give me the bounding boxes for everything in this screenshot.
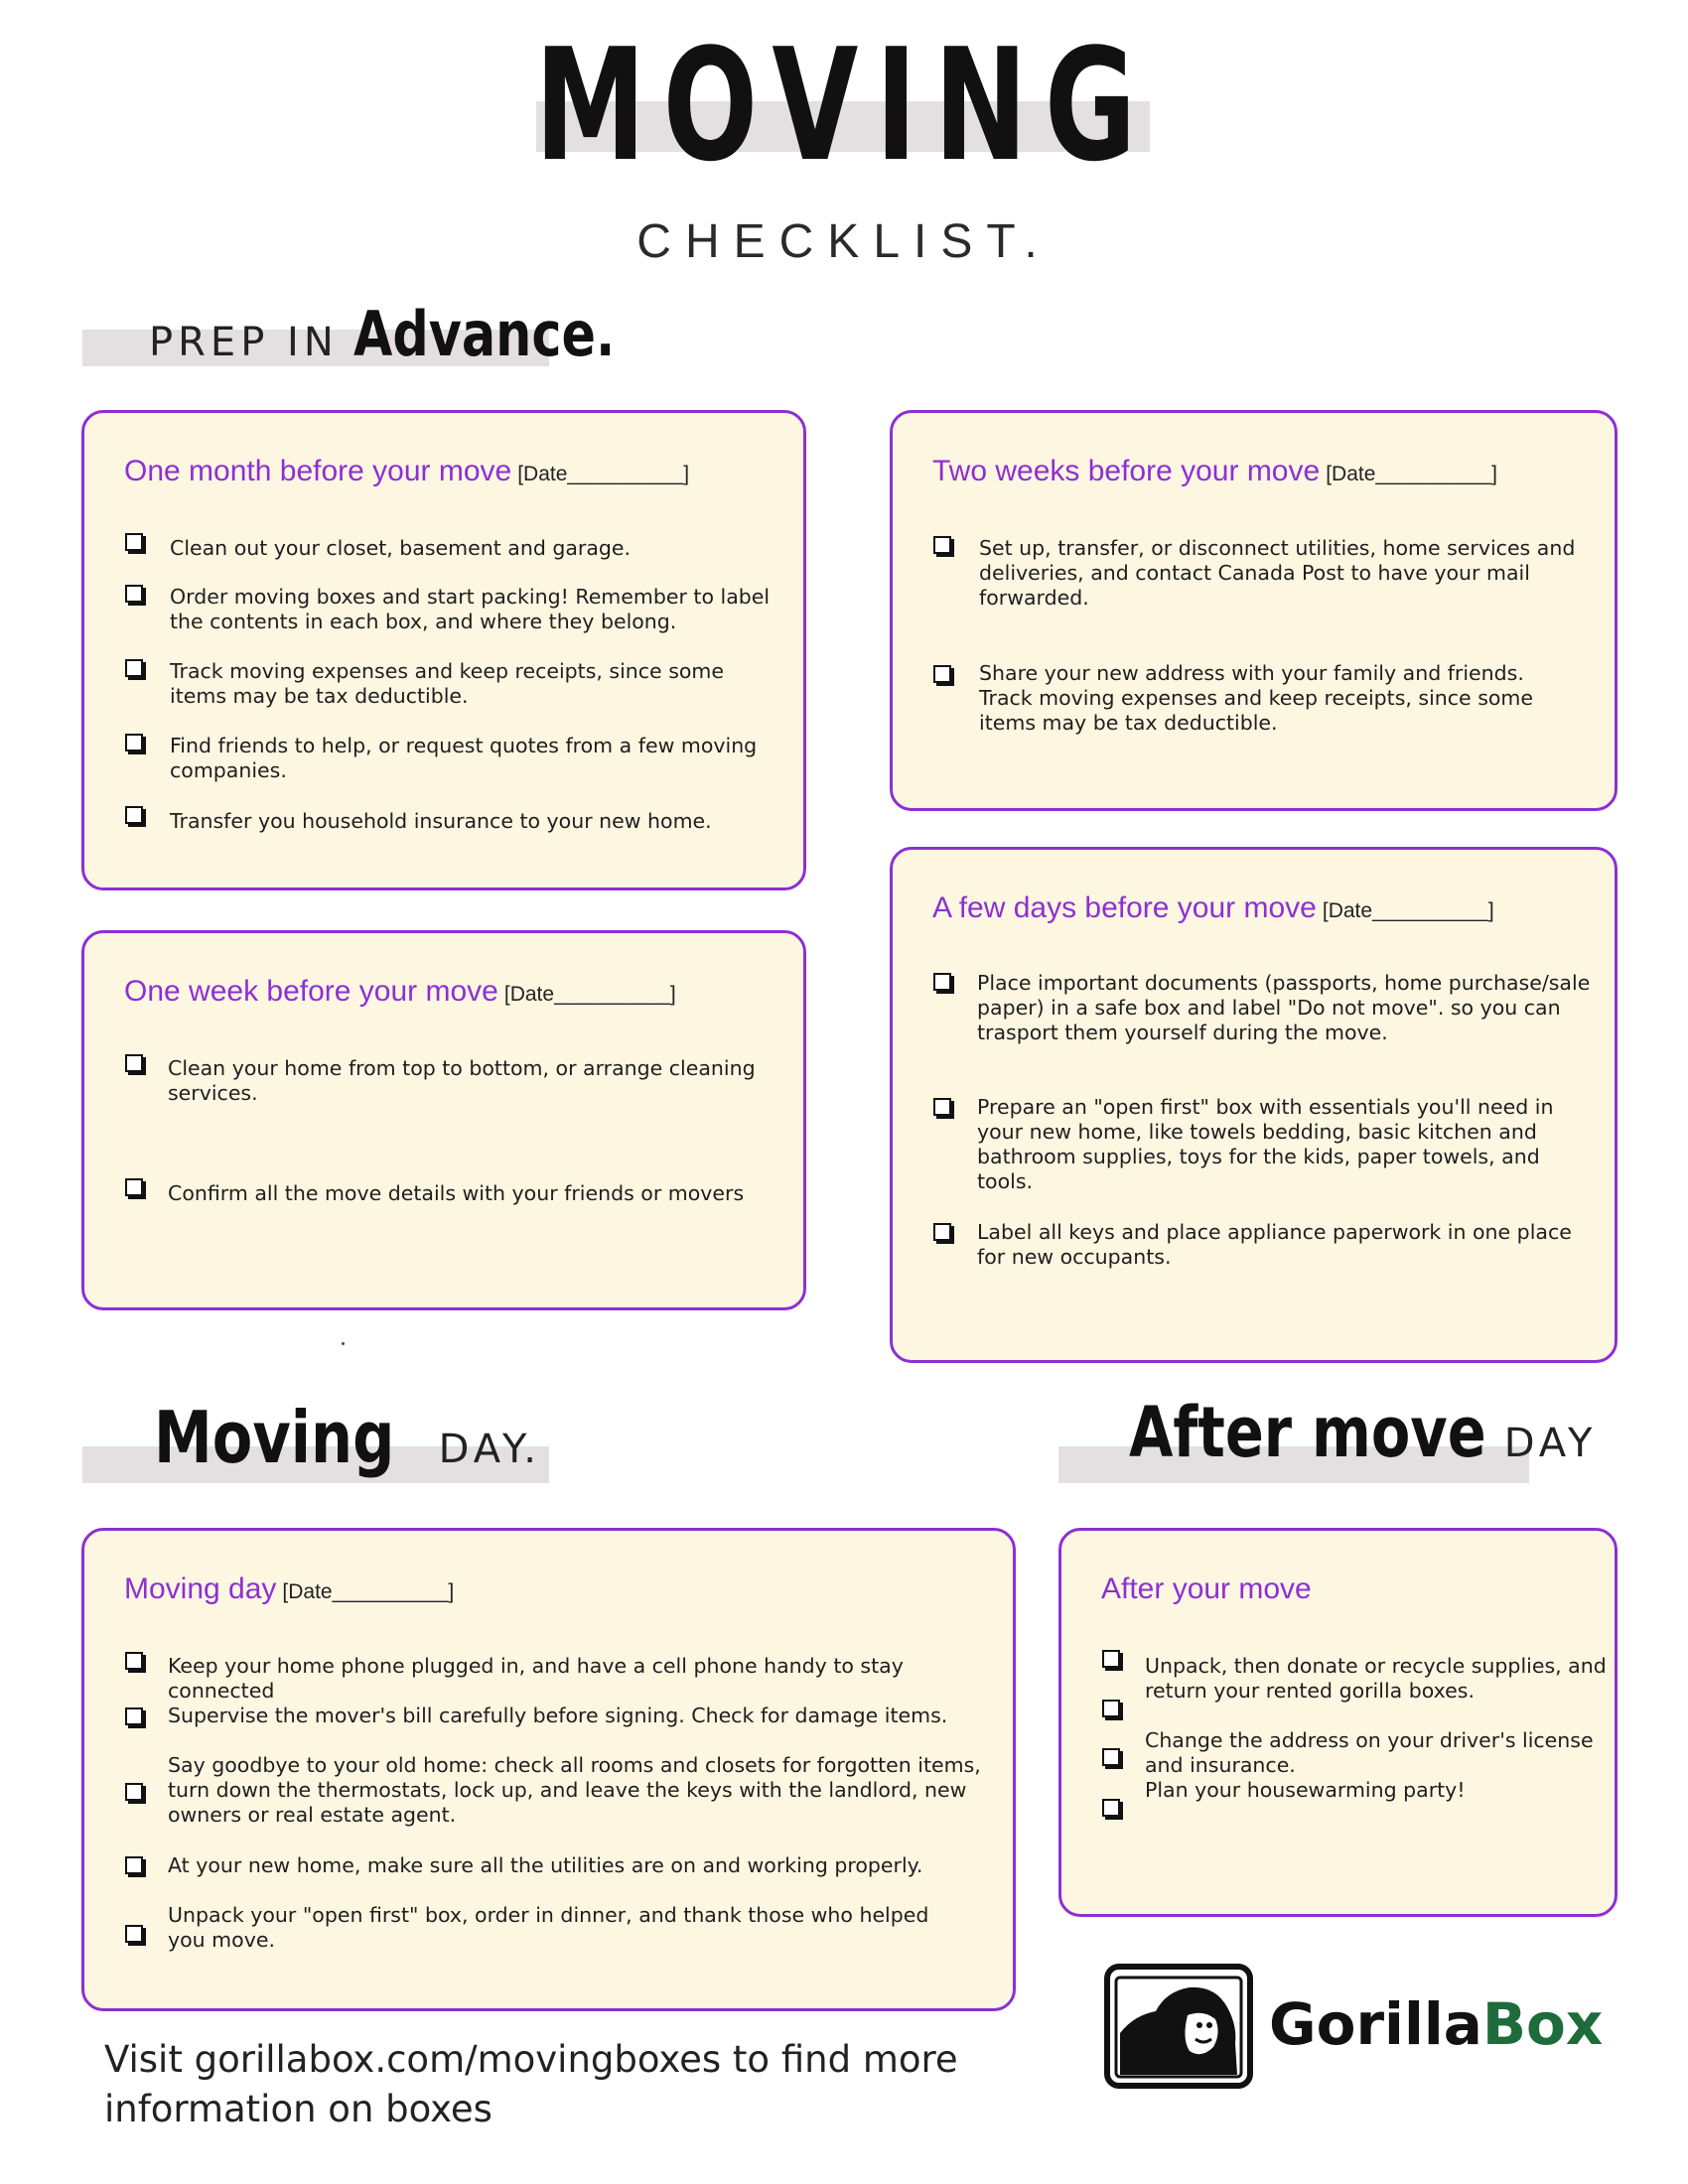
after-move-heading-script: After move bbox=[1129, 1392, 1486, 1473]
checklist-item: Confirm all the move details with your friends or movers bbox=[168, 1181, 745, 1205]
gorilla-logo-icon bbox=[1104, 1964, 1253, 2089]
checklist-item: Unpack your "open first" box, order in dinner, and thank those who helped you move. bbox=[168, 1903, 929, 1952]
checkbox[interactable] bbox=[1102, 1799, 1120, 1817]
card-moving-day bbox=[81, 1528, 1016, 2011]
date-field: [Date__________] bbox=[503, 983, 676, 1006]
checklist-item: Find friends to help, or request quotes from a few moving companies. bbox=[170, 734, 758, 782]
checklist-item: Supervise the mover's bill carefully before signing. Check for damage items. bbox=[168, 1704, 948, 1727]
checklist-item: Change the address on your driver's license and insurance. bbox=[1145, 1728, 1594, 1777]
card-title: Moving day bbox=[124, 1572, 277, 1605]
checkbox[interactable] bbox=[125, 1652, 143, 1670]
brand-name-part1: Gorilla bbox=[1269, 1990, 1482, 2058]
stray-dot bbox=[342, 1342, 345, 1345]
checklist-item: Unpack, then donate or recycle supplies, and return your rented gorilla boxes. bbox=[1145, 1654, 1607, 1703]
checkbox[interactable] bbox=[1102, 1650, 1120, 1668]
checklist-item: Set up, transfer, or disconnect utilities, home services and deliveries, and contact Canada Post to have your mail forwarded. bbox=[979, 536, 1576, 610]
after-move-heading-plain: DAY bbox=[1503, 1421, 1598, 1466]
checkbox[interactable] bbox=[1102, 1748, 1120, 1766]
card-title: After your move bbox=[1101, 1572, 1312, 1605]
checkbox[interactable] bbox=[933, 1223, 951, 1241]
card-two-weeks bbox=[890, 410, 1618, 811]
checklist-item: Clean out your closet, basement and garage. bbox=[170, 536, 632, 560]
checklist-item: Clean your home from top to bottom, or arrange cleaning services. bbox=[168, 1056, 756, 1105]
checkbox[interactable] bbox=[125, 1054, 143, 1072]
page-title: MOVING bbox=[534, 15, 1154, 196]
card-one-week bbox=[81, 930, 806, 1310]
checklist-item: At your new home, make sure all the utilities are on and working properly. bbox=[168, 1853, 923, 1877]
checkbox[interactable] bbox=[125, 1925, 143, 1943]
checkbox[interactable] bbox=[933, 536, 951, 554]
checklist-item: Place important documents (passports, home purchase/sale paper) in a safe box and label "Do not move". so you can trasport them yourself during the move. bbox=[977, 971, 1591, 1044]
brand-name bbox=[1269, 1990, 1604, 2058]
date-field: [Date__________] bbox=[1326, 463, 1498, 485]
checkbox[interactable] bbox=[125, 1707, 143, 1725]
checklist-item: Say goodbye to your old home: check all rooms and closets for forgotten items, turn down the thermostats, lock up, and leave the keys with the landlord, new owners or real estate agent. bbox=[168, 1753, 981, 1827]
checkbox[interactable] bbox=[125, 734, 143, 751]
card-after-move bbox=[1058, 1528, 1618, 1917]
card-few-days bbox=[890, 847, 1618, 1363]
checkbox[interactable] bbox=[125, 1783, 143, 1801]
checklist-item: Plan your housewarming party! bbox=[1145, 1778, 1466, 1802]
checklist-item: Label all keys and place appliance paperwork in one place for new occupants. bbox=[977, 1220, 1572, 1269]
card-one-month bbox=[81, 410, 806, 890]
checkbox[interactable] bbox=[125, 585, 143, 603]
date-field: [Date__________] bbox=[1322, 899, 1494, 922]
card-header bbox=[124, 455, 689, 488]
checklist-item: Order moving boxes and start packing! Remember to label the contents in each box, and where they belong. bbox=[170, 585, 771, 633]
prep-heading-plain: PREP IN bbox=[149, 320, 339, 365]
checkbox[interactable] bbox=[125, 1178, 143, 1196]
checkbox[interactable] bbox=[933, 665, 951, 683]
date-field: [Date__________] bbox=[517, 463, 690, 485]
prep-heading-script: Advance. bbox=[352, 298, 616, 370]
card-header bbox=[932, 891, 1494, 925]
card-title: Two weeks before your move bbox=[932, 455, 1321, 487]
checklist-item: Transfer you household insurance to your new home. bbox=[170, 809, 712, 833]
moving-day-heading-script: Moving bbox=[154, 1396, 395, 1479]
after-move-section-heading bbox=[1129, 1392, 1598, 1473]
checklist-item: Track moving expenses and keep receipts, since some items may be tax deductible. bbox=[170, 659, 724, 708]
checkbox[interactable] bbox=[125, 533, 143, 551]
checkbox[interactable] bbox=[125, 806, 143, 824]
checklist-item: Share your new address with your family and friends. Track moving expenses and keep receipts, since some items may be tax deductible. bbox=[979, 661, 1533, 735]
card-title: One week before your move bbox=[124, 975, 498, 1008]
prep-section-heading bbox=[149, 298, 672, 370]
checkbox[interactable] bbox=[1102, 1700, 1120, 1717]
checklist-item: Prepare an "open first" box with essentials you'll need in your new home, like towels bedding, basic kitchen and bathroom supplies, toys for the kids, paper towels, and tools. bbox=[977, 1095, 1554, 1193]
card-header bbox=[1101, 1572, 1312, 1606]
checkbox[interactable] bbox=[933, 973, 951, 991]
moving-day-heading-plain: DAY. bbox=[438, 1427, 542, 1472]
card-header bbox=[124, 975, 676, 1009]
visit-website-text: Visit gorillabox.com/movingboxes to find more information on boxes bbox=[104, 2038, 958, 2130]
checkbox[interactable] bbox=[125, 659, 143, 677]
brand-name-part2: Box bbox=[1481, 1990, 1604, 2058]
card-header bbox=[124, 1572, 454, 1606]
card-title: A few days before your move bbox=[932, 891, 1317, 924]
moving-day-section-heading bbox=[154, 1396, 542, 1479]
checkbox[interactable] bbox=[933, 1098, 951, 1116]
checkbox[interactable] bbox=[125, 1856, 143, 1874]
card-title: One month before your move bbox=[124, 455, 512, 487]
page-subtitle: CHECKLIST. bbox=[636, 215, 1052, 268]
checklist-item: Keep your home phone plugged in, and have a cell phone handy to stay connected bbox=[168, 1654, 904, 1703]
card-header bbox=[932, 455, 1497, 488]
date-field: [Date__________] bbox=[282, 1580, 455, 1603]
